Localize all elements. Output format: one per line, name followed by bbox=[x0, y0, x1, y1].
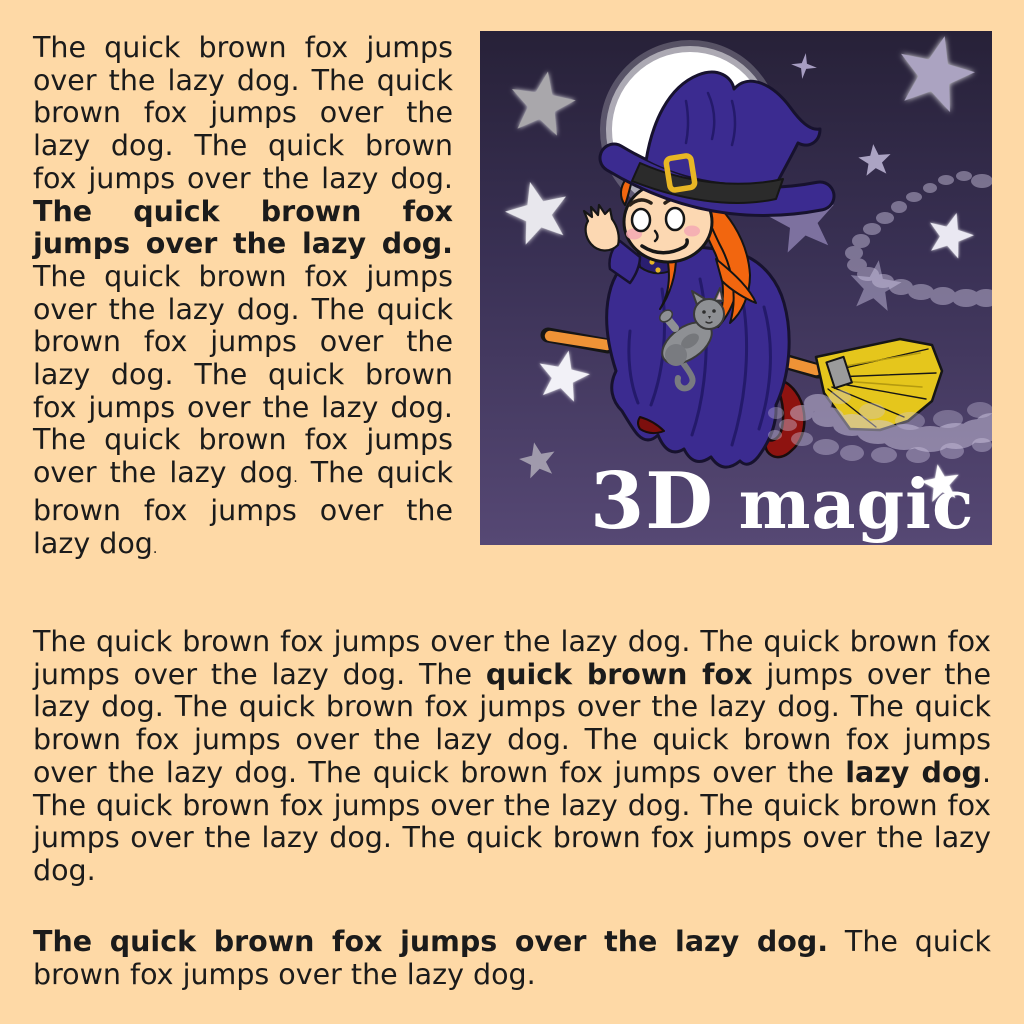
witch-illustration bbox=[480, 31, 992, 545]
text-run: The quick brown fox jumps over the lazy dog. The quick brown fox jumps over the lazy dog. The quick brown fox jumps over the lazy dog. The quick brown fox jumps over the lazy dog bbox=[33, 259, 453, 490]
text-run: The quick brown fox jumps over the lazy dog. The quick brown fox jumps over the lazy dog. The quick brown fox jumps over the lazy dog. bbox=[33, 31, 453, 195]
text-run: . bbox=[152, 540, 158, 557]
text-run: quick brown fox bbox=[485, 657, 753, 691]
text-run: The quick brown fox jumps over the lazy dog bbox=[33, 456, 453, 560]
text-run: The quick brown fox jumps over the lazy dog. bbox=[33, 925, 991, 991]
text-run: The quick brown fox jumps over the lazy dog. bbox=[33, 925, 829, 958]
text-run: lazy dog bbox=[845, 755, 982, 789]
text-run: The quick brown fox jumps over the lazy dog. The quick brown fox jumps over the lazy dog. The bbox=[33, 625, 991, 691]
text-run: jumps over the lazy dog. The quick brown fox jumps over the lazy dog. The quick brown fox jumps over the lazy dog. The quick brown fox jumps over the lazy dog. The quick brown fox jumps over the bbox=[33, 657, 992, 789]
storybook-illustration bbox=[480, 31, 992, 545]
text-run: . bbox=[293, 470, 298, 487]
artwork-caption: 3D magic bbox=[590, 456, 975, 545]
text-run: The quick brown fox jumps over the lazy dog. bbox=[33, 194, 453, 261]
footer-paragraph bbox=[33, 926, 991, 991]
body-paragraph bbox=[33, 626, 991, 888]
text-run: . The quick brown fox jumps over the lazy dog. The quick brown fox jumps over the lazy dog. The quick brown fox jumps over the lazy dog. bbox=[33, 755, 991, 887]
left-text-column bbox=[33, 32, 453, 565]
